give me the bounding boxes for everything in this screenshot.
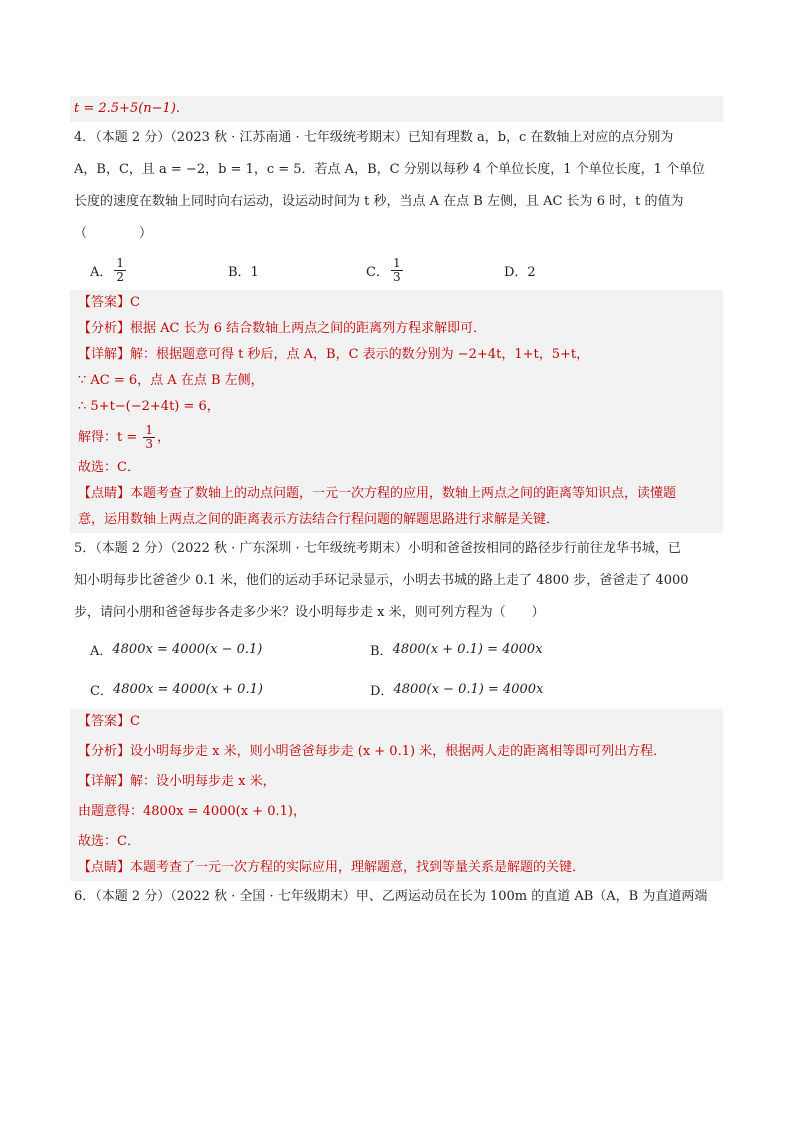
question-5-solution: [70, 709, 723, 881]
answer-row: 【答案】C: [78, 714, 140, 729]
question-4-stem-line-1: 4．（本题 2 分）（2023 秋 · 江苏南通 · 七年级统考期末）已知有理数 a，b，c 在数轴上对应的点分别为: [74, 130, 674, 145]
question-4: [70, 122, 723, 250]
detail-line-2: 由题意得：4800x = 4000(x + 0.1)，: [78, 804, 306, 819]
question-6: [70, 881, 723, 913]
detail-row: 【详解】解：根据题意可得 t 秒后，点 A，B，C 表示的数分别为 −2+4t，1+t，5+t，: [78, 347, 590, 362]
detail-line-4: 解得：t = $\frac{1}{3}$ ，: [78, 423, 171, 451]
option-a: A． 4800x = 4000(x − 0.1): [90, 641, 263, 659]
question-4-stem-line-3: 长度的速度在数轴上同时向右运动，设运动时间为 t 秒，当点 A 在点 B 左侧，且 AC 长为 6 时，t 的值为: [74, 194, 684, 209]
question-5-stem-line-1: 5．（本题 2 分）（2022 秋 · 广东深圳 · 七年级统考期末）小明和爸爸按相同的路径步行前往龙华书城，已: [74, 541, 681, 556]
option-d: D．2: [504, 264, 536, 280]
detail-line-3: 故选：C．: [78, 834, 140, 849]
option-a: A． $\frac{1}{2}$: [90, 255, 125, 284]
question-5-options-row-2: [70, 669, 723, 709]
previous-answer-continuation: t = 2.5+5(n−1).: [70, 96, 723, 122]
option-b: B．1: [228, 264, 259, 280]
detail-line-5: 故选：C．: [78, 460, 140, 475]
option-b: B． 4800(x + 0.1) = 4000x: [370, 641, 543, 659]
fraction: $\frac{1}{3}$: [392, 255, 401, 284]
question-4-options: [70, 250, 723, 290]
option-c: C． $\frac{1}{3}$: [366, 255, 401, 284]
question-5-stem-line-2: 知小明每步比爸爸少 0.1 米，他们的运动手环记录显示，小明去书城的路上走了 4800 步，爸爸走了 4000: [74, 573, 689, 588]
option-c: C． 4800x = 4000(x + 0.1): [90, 681, 263, 699]
option-d: D． 4800(x − 0.1) = 4000x: [370, 681, 544, 699]
question-4-stem-line-4: （ ）: [74, 226, 153, 241]
question-4-solution: [70, 290, 723, 533]
question-6-stem-line-1: 6．（本题 2 分）（2022 秋 · 全国 · 七年级期末）甲、乙两运动员在长为 100m 的直道 AB（A，B 为直道两端: [74, 889, 708, 904]
question-5-stem-line-3: 步，请问小朋和爸爸每步各走多少米？设小明每步走 x 米，则可列方程为（ ）: [74, 605, 545, 620]
question-5-options-row-1: [70, 629, 723, 669]
question-5: [70, 533, 723, 629]
detail-row: 【详解】解：设小明每步走 x 米，: [78, 774, 276, 789]
comment-row: 【点睛】本题考查了一元一次方程的实际应用，理解题意，找到等量关系是解题的关键．: [78, 860, 586, 875]
question-4-stem-line-2: A，B，C，且 a = −2，b = 1，c = 5．若点 A，B，C 分别以每秒 4 个单位长度，1 个单位长度，1 个单位: [74, 162, 706, 177]
detail-line-3: ∴ 5+t−(−2+4t) = 6，: [78, 399, 220, 414]
fraction: $\frac{1}{2}$: [116, 255, 125, 284]
analysis-row: 【分析】设小明每步走 x 米，则小明爸爸每步走 (x + 0.1) 米，根据两人走的距离相等即可列出方程．: [78, 744, 667, 759]
comment-row: 【点睛】本题考查了数轴上的动点问题，一元一次方程的应用，数轴上两点之间的距离等知识点，读懂题: [78, 486, 677, 501]
detail-line-2: ∵ AC = 6，点 A 在点 B 左侧，: [78, 373, 264, 388]
answer-row: 【答案】C: [78, 295, 140, 310]
comment-line-2: 意，运用数轴上两点之间的距离表示方法结合行程问题的解题思路进行求解是关键．: [78, 512, 560, 527]
analysis-row: 【分析】根据 AC 长为 6 结合数轴上两点之间的距离列方程求解即可．: [78, 321, 487, 336]
fraction: $\frac{1}{3}$: [145, 423, 154, 451]
document-page: [70, 96, 723, 913]
